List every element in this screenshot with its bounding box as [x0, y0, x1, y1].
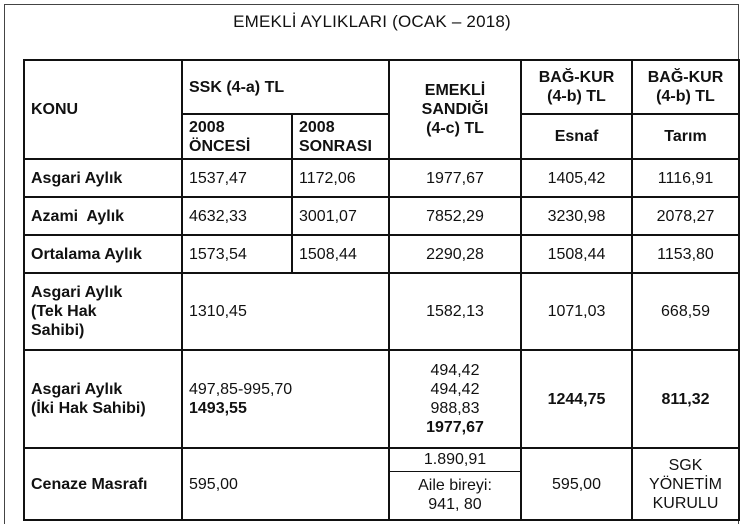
cell-tarim: SGK YÖNETİM KURULU: [632, 448, 739, 520]
cell-emekli-sandigi: [389, 448, 521, 520]
header-ssk: SSK (4-a) TL: [182, 60, 389, 114]
header-emekli-sandigi: EMEKLİ SANDIĞI (4-c) TL: [389, 60, 521, 159]
cell-tarim: 668,59: [632, 273, 739, 350]
table-row: [24, 159, 739, 197]
cell-ssk-after: 1508,44: [292, 235, 389, 273]
cell-ssk: 497,85-995,70 1493,55: [182, 350, 389, 448]
header-tarim: Tarım: [632, 114, 739, 159]
cell-emekli-sandigi: 2290,28: [389, 235, 521, 273]
header-ssk-after-2008: 2008 SONRASI: [292, 114, 389, 159]
cell-esnaf: 1508,44: [521, 235, 632, 273]
row-label: Asgari Aylık (Tek Hak Sahibi): [24, 273, 182, 350]
cell-tarim: 2078,27: [632, 197, 739, 235]
cell-tarim: 1153,80: [632, 235, 739, 273]
table-row: [24, 448, 739, 520]
cell-ssk-before: 4632,33: [182, 197, 292, 235]
table-row: [24, 235, 739, 273]
row-label: Asgari Aylık: [24, 159, 182, 197]
cell-ssk-before: 1573,54: [182, 235, 292, 273]
cell-ssk-before: 1537,47: [182, 159, 292, 197]
cell-tarim: 811,32: [632, 350, 739, 448]
cell-emekli-sandigi: 7852,29: [389, 197, 521, 235]
row-label: Cenaze Masrafı: [24, 448, 182, 520]
row-label: Asgari Aylık (İki Hak Sahibi): [24, 350, 182, 448]
cenaze-family: Aile bireyi: 941, 80: [418, 477, 492, 514]
row-label: Ortalama Aylık: [24, 235, 182, 273]
inner-split: [390, 449, 520, 519]
table-row: [24, 197, 739, 235]
cell-emekli-sandigi: 494,42 494,42 988,83 1977,67: [389, 350, 521, 448]
header-bagkur-tarim: BAĞ-KUR (4-b) TL: [632, 60, 739, 114]
table-row: [24, 273, 739, 350]
cell-esnaf: 595,00: [521, 448, 632, 520]
header-bagkur-esnaf: BAĞ-KUR (4-b) TL: [521, 60, 632, 114]
header-ssk-before-2008: 2008 ÖNCESİ: [182, 114, 292, 159]
cell-esnaf: 1405,42: [521, 159, 632, 197]
cell-ssk: 1310,45: [182, 273, 389, 350]
header-esnaf: Esnaf: [521, 114, 632, 159]
cell-esnaf: 3230,98: [521, 197, 632, 235]
cell-emekli-sandigi: 1582,13: [389, 273, 521, 350]
cell-esnaf: 1071,03: [521, 273, 632, 350]
cell-ssk-after: 1172,06: [292, 159, 389, 197]
cenaze-amount: 1.890,91: [390, 449, 520, 471]
cell-emekli-sandigi: 1977,67: [389, 159, 521, 197]
header-konu: KONU: [24, 60, 182, 159]
pension-table: [23, 59, 740, 521]
cell-tarim: 1116,91: [632, 159, 739, 197]
table-row: [24, 350, 739, 448]
page-title: EMEKLİ AYLIKLARI (OCAK – 2018): [233, 12, 511, 31]
cell-ssk-after: 3001,07: [292, 197, 389, 235]
row-label: Azami Aylık: [24, 197, 182, 235]
cell-ssk: 595,00: [182, 448, 389, 520]
cell-esnaf: 1244,75: [521, 350, 632, 448]
